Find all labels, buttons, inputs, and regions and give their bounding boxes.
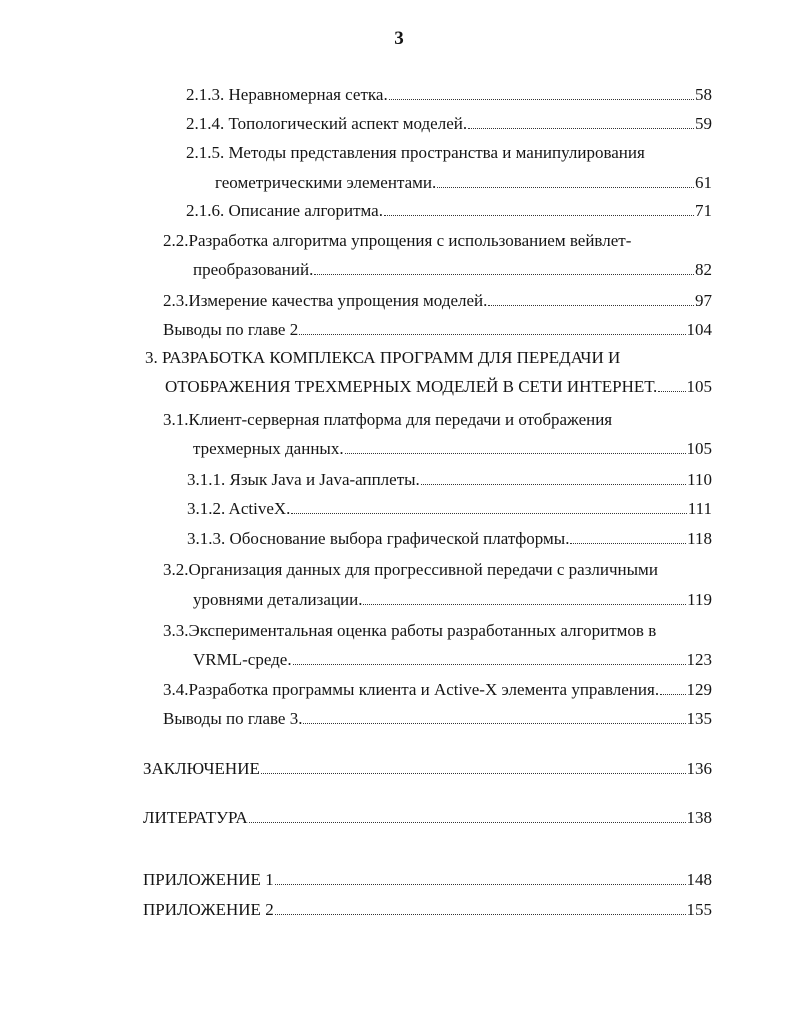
- toc-entry-title: 3.3.Экспериментальная оценка работы разработанных алгоритмов в: [163, 621, 657, 640]
- dot-leader: [314, 274, 694, 275]
- toc-entry-page: 82: [695, 260, 712, 279]
- toc-entry-title: ПРИЛОЖЕНИЕ 1: [143, 870, 274, 889]
- toc-entry: [143, 808, 712, 828]
- dot-leader: [488, 305, 694, 306]
- toc-entry: [186, 201, 712, 221]
- toc-entry-page: 61: [695, 173, 712, 192]
- toc-entry-title: 2.1.5. Методы представления пространства и манипулирования: [186, 143, 645, 162]
- toc-entry: [145, 348, 620, 368]
- dot-leader: [363, 604, 686, 605]
- dot-leader: [299, 334, 685, 335]
- dot-leader: [468, 128, 694, 129]
- toc-entry: [143, 870, 712, 890]
- dot-leader: [658, 391, 685, 392]
- toc-entry-title: Выводы по главе 2: [163, 320, 299, 339]
- toc-entry-page: 136: [686, 759, 712, 778]
- toc-entry: [163, 410, 612, 430]
- toc-entry-title: 3.2.Организация данных для прогрессивной передачи с различными: [163, 560, 658, 579]
- dot-leader: [384, 215, 694, 216]
- toc-entry: [193, 439, 712, 459]
- toc-entry: [163, 709, 712, 729]
- toc-entry-title: Выводы по главе 3.: [163, 709, 303, 728]
- toc-entry: [187, 499, 712, 519]
- dot-leader: [389, 99, 694, 100]
- toc-entry-title: 2.2.Разработка алгоритма упрощения с использованием вейвлет-: [163, 231, 632, 250]
- toc-entry-title: 3.4.Разработка программы клиента и Active-X элемента управления.: [163, 680, 660, 699]
- toc-entry-title: 3.1.1. Язык Java и Java-апплеты.: [187, 470, 420, 489]
- dot-leader: [421, 484, 686, 485]
- toc-entry-title: 2.1.3. Неравномерная сетка.: [186, 85, 388, 104]
- toc-entry-title: 3.1.2. ActiveX.: [187, 499, 291, 518]
- toc-entry-page: 105: [686, 377, 712, 396]
- toc-entry: [215, 173, 712, 193]
- toc-entry: [163, 231, 631, 251]
- toc-entry-title: преобразований.: [193, 260, 314, 279]
- toc-entry: [163, 291, 712, 311]
- toc-entry: [186, 143, 645, 163]
- dot-leader: [275, 914, 686, 915]
- toc-entry: [186, 85, 712, 105]
- dot-leader: [275, 884, 686, 885]
- toc-entry-title: ОТОБРАЖЕНИЯ ТРЕХМЕРНЫХ МОДЕЛЕЙ В СЕТИ ИНТЕРНЕТ.: [165, 377, 658, 396]
- dot-leader: [345, 453, 686, 454]
- toc-entry-title: 2.1.6. Описание алгоритма.: [186, 201, 383, 220]
- toc-entry-title: ПРИЛОЖЕНИЕ 2: [143, 900, 274, 919]
- toc-entry-page: 138: [686, 808, 712, 827]
- toc-entry-page: 119: [687, 590, 712, 609]
- dot-leader: [570, 543, 686, 544]
- toc-entry-title: уровнями детализации.: [193, 590, 363, 609]
- dot-leader: [291, 513, 686, 514]
- toc-entry: [163, 621, 656, 641]
- toc-entry: [143, 900, 712, 920]
- toc-entry-page: 129: [686, 680, 712, 699]
- toc-entry: [187, 529, 712, 549]
- toc-entry: [187, 470, 712, 490]
- toc-entry-page: 58: [695, 85, 712, 104]
- toc-entry-page: 111: [687, 499, 712, 518]
- toc-entry-title: трехмерных данных.: [193, 439, 344, 458]
- dot-leader: [293, 664, 686, 665]
- toc-entry-title: 2.3.Измерение качества упрощения моделей.: [163, 291, 488, 310]
- toc-entry-page: 104: [686, 320, 712, 339]
- toc-entry-title: 3.1.3. Обоснование выбора графической платформы.: [187, 529, 570, 548]
- toc-entry-title: VRML-среде.: [193, 650, 292, 669]
- toc-entry: [163, 320, 712, 340]
- toc-entry: [143, 759, 712, 779]
- dot-leader: [261, 773, 686, 774]
- toc-entry-page: 118: [687, 529, 712, 548]
- toc-entry: [186, 114, 712, 134]
- toc-entry-page: 155: [686, 900, 712, 919]
- toc-entry-page: 123: [686, 650, 712, 669]
- toc-entry-title: ЛИТЕРАТУРА: [143, 808, 248, 827]
- toc-entry-page: 71: [695, 201, 712, 220]
- page-number: 3: [394, 28, 404, 49]
- dot-leader: [660, 694, 685, 695]
- toc-entry: [163, 560, 658, 580]
- toc-entry: [165, 377, 712, 397]
- toc-entry: [193, 650, 712, 670]
- toc-entry-title: 3. РАЗРАБОТКА КОМПЛЕКСА ПРОГРАММ ДЛЯ ПЕРЕДАЧИ И: [145, 348, 621, 367]
- toc-entry-page: 135: [686, 709, 712, 728]
- toc-entry: [163, 680, 712, 700]
- toc-entry: [193, 260, 712, 280]
- dot-leader: [249, 822, 686, 823]
- toc-entry-title: 2.1.4. Топологический аспект моделей.: [186, 114, 468, 133]
- toc-entry-page: 105: [686, 439, 712, 458]
- dot-leader: [437, 187, 694, 188]
- toc-entry-page: 110: [687, 470, 712, 489]
- toc-entry: [193, 590, 712, 610]
- toc-entry-page: 97: [695, 291, 712, 310]
- toc-entry-title: 3.1.Клиент-серверная платформа для передачи и отображения: [163, 410, 613, 429]
- toc-entry-title: геометрическими элементами.: [215, 173, 437, 192]
- dot-leader: [303, 723, 685, 724]
- toc-entry-title: ЗАКЛЮЧЕНИЕ: [143, 759, 260, 778]
- toc-entry-page: 148: [686, 870, 712, 889]
- toc-entry-page: 59: [695, 114, 712, 133]
